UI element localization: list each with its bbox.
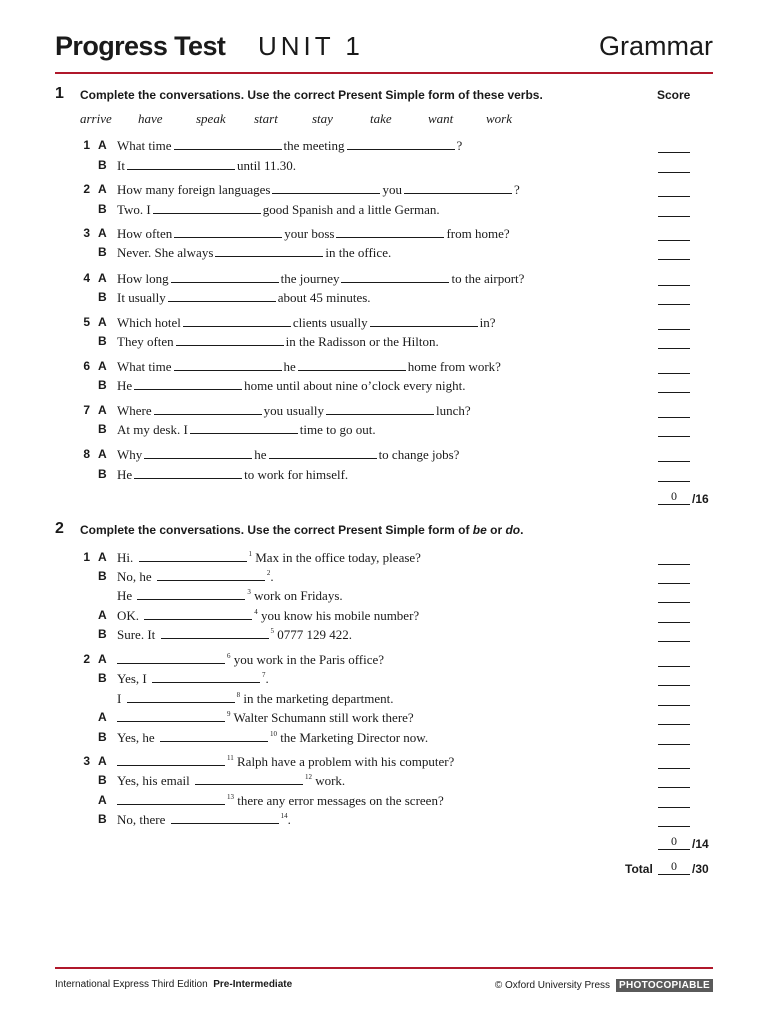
item-number: 3 [83,754,90,768]
line-text: They often in the Radisson or the Hilton. [117,334,439,349]
answer-blank[interactable] [127,691,235,703]
speaker-label: B [98,422,107,436]
speaker-label: A [98,182,107,196]
speaker-label: B [98,627,107,641]
page-header [55,28,713,72]
exercise-2-line [0,710,768,728]
level-text: Pre-Intermediate [213,979,293,990]
score-blank[interactable] [658,285,690,286]
score-blank[interactable] [658,461,690,462]
speaker-label: B [98,378,107,392]
footer-divider [55,967,713,969]
exercise-2-line [0,812,768,830]
speaker-label: B [98,158,107,172]
score-blank[interactable] [658,724,690,725]
speaker-label: A [98,359,107,373]
exercise-1-instruction: Complete the conversations. Use the correct Present Simple form of these verbs. [80,88,543,102]
answer-blank[interactable] [336,226,444,238]
header-divider [55,72,713,74]
exercise-2-score-field[interactable]: 0 [658,835,690,850]
answer-blank[interactable] [404,182,512,194]
item-number: 3 [83,226,90,240]
line-text: He home until about nine o’clock every night. [117,378,466,393]
photocopiable-badge: PHOTOCOPIABLE [616,979,713,992]
publisher-text: © Oxford University Press [494,980,611,991]
answer-blank[interactable] [174,359,282,371]
line-text: I $^8$ in the marketing department. [117,691,394,706]
answer-blank[interactable] [370,315,478,327]
speaker-label: B [98,730,107,744]
score-blank[interactable] [658,417,690,418]
line-text: Two. I good Spanish and a little German. [117,202,440,217]
answer-blank[interactable] [174,138,282,150]
section-title: Grammar [599,31,713,61]
exercise-1-score-field[interactable]: 0 [658,490,690,505]
answer-blank[interactable] [174,226,282,238]
score-blank[interactable] [658,259,690,260]
exercise-2-number: 2 [55,520,64,537]
speaker-label: B [98,569,107,583]
speaker-label: A [98,138,107,152]
score-blank[interactable] [658,564,690,565]
answer-blank[interactable] [272,182,380,194]
line-text: What time the meeting ? [117,138,463,153]
exercise-2-instruction: Complete the conversations. Use the correct Present Simple form of be or do. [80,523,524,537]
answer-blank[interactable] [195,773,303,785]
exercise-1-line [0,245,768,263]
exercise-1-line [0,315,768,333]
score-blank[interactable] [658,481,690,482]
score-blank[interactable] [658,807,690,808]
line-text: OK. $^4$ you know his mobile number? [117,608,420,623]
item-number: 1 [83,550,90,564]
answer-blank[interactable] [168,290,276,302]
page-title: Progress Test [55,31,226,61]
item-number: 4 [83,271,90,285]
score-blank[interactable] [658,685,690,686]
total-score-field[interactable]: 0 [658,860,690,875]
answer-blank[interactable] [134,467,242,479]
score-blank[interactable] [658,641,690,642]
line-text: At my desk. I time to go out. [117,422,376,437]
answer-blank[interactable] [326,403,434,415]
exercise-2-line [0,608,768,626]
total-label: Total [625,862,653,876]
verb-item: take [370,111,392,126]
verb-item: have [138,111,163,126]
score-blank[interactable] [658,705,690,706]
answer-blank[interactable] [144,608,252,620]
exercise-1-line [0,422,768,440]
item-number: 7 [83,403,90,417]
line-text: How often your boss from home? [117,226,510,241]
speaker-label: A [98,403,107,417]
speaker-label: B [98,467,107,481]
score-heading: Score [657,88,691,102]
speaker-label: B [98,671,107,685]
answer-blank[interactable] [176,334,284,346]
score-blank[interactable] [658,744,690,745]
score-blank[interactable] [658,666,690,667]
exercise-1-line [0,378,768,396]
unit-label: UNIT 1 [258,31,364,61]
line-text: He to work for himself. [117,467,349,482]
exercise-2-line [0,652,768,670]
answer-blank[interactable] [153,202,261,214]
speaker-label: A [98,550,107,564]
exercise-1-max-score: /16 [692,492,709,506]
speaker-label: A [98,710,107,724]
line-text: How long the journey to the airport? [117,271,525,286]
line-text: Yes, I $^7$. [117,671,269,686]
exercise-1-line [0,403,768,421]
score-blank[interactable] [658,172,690,173]
answer-blank[interactable] [171,271,279,283]
verb-item: arrive [80,111,112,126]
answer-blank[interactable] [117,754,225,766]
line-text: He $^3$ work on Fridays. [117,588,343,603]
score-blank[interactable] [658,348,690,349]
verb-item: start [254,111,278,126]
exercise-1-line [0,182,768,200]
score-blank[interactable] [658,768,690,769]
speaker-label: B [98,812,107,826]
speaker-label: A [98,315,107,329]
score-blank[interactable] [658,392,690,393]
speaker-label: B [98,202,107,216]
score-blank[interactable] [658,583,690,584]
line-text: Hi. $^1$ Max in the office today, please? [117,550,421,565]
speaker-label: B [98,773,107,787]
score-blank[interactable] [658,436,690,437]
answer-blank[interactable] [134,378,242,390]
total-max-score: /30 [692,862,709,876]
speaker-label: B [98,290,107,304]
exercise-2-line [0,627,768,645]
score-blank[interactable] [658,216,690,217]
line-text: What time he home from work? [117,359,501,374]
line-text: Yes, he $^{10}$ the Marketing Director now. [117,730,429,745]
item-number: 8 [83,447,90,461]
answer-blank[interactable] [215,245,323,257]
answer-blank[interactable] [152,671,260,683]
exercise-2-line [0,773,768,791]
answer-blank[interactable] [117,652,225,664]
line-text: $^{13}$ there any error messages on the screen? [117,793,444,809]
answer-blank[interactable] [160,730,268,742]
footer-copyright [495,979,713,992]
exercise-1-line [0,138,768,156]
speaker-label: A [98,226,107,240]
exercise-1-line [0,467,768,485]
exercise-2-line [0,691,768,709]
line-text: Sure. It $^5$ 0777 129 422. [117,627,353,642]
score-blank[interactable] [658,602,690,603]
speaker-label: A [98,447,107,461]
exercise-2-line [0,671,768,689]
answer-blank[interactable] [347,138,455,150]
speaker-label: A [98,754,107,768]
answer-blank[interactable] [298,359,406,371]
exercise-2-line [0,569,768,587]
answer-blank[interactable] [139,550,247,562]
answer-blank[interactable] [117,710,225,722]
score-blank[interactable] [658,304,690,305]
exercise-1-line [0,290,768,308]
exercise-2-line [0,588,768,606]
line-text: Where you usually lunch? [117,403,471,418]
score-blank[interactable] [658,196,690,197]
speaker-label: A [98,793,107,807]
exercise-1-line [0,226,768,244]
answer-blank[interactable] [269,447,377,459]
line-text: No, he $^2$. [117,569,274,584]
line-text: It usually about 45 minutes. [117,290,371,305]
score-blank[interactable] [658,373,690,374]
score-blank[interactable] [658,787,690,788]
speaker-label: A [98,271,107,285]
answer-blank[interactable] [161,627,269,639]
line-text: No, there $^{14}$. [117,812,291,827]
verb-item: work [486,111,512,126]
item-number: 6 [83,359,90,373]
exercise-1-number: 1 [55,85,64,102]
exercise-2-max-score: /14 [692,837,709,851]
answer-blank[interactable] [137,588,245,600]
line-text: Never. She always in the office. [117,245,392,260]
speaker-label: B [98,245,107,259]
line-text: $^6$ you work in the Paris office? [117,652,384,668]
answer-blank[interactable] [157,569,265,581]
speaker-label: A [98,608,107,622]
score-blank[interactable] [658,240,690,241]
exercise-1-line [0,271,768,289]
score-blank[interactable] [658,622,690,623]
item-number: 2 [83,652,90,666]
line-text: How many foreign languages you ? [117,182,520,197]
answer-blank[interactable] [127,158,235,170]
verb-list [80,111,544,127]
answer-blank[interactable] [154,403,262,415]
line-text: $^{11}$ Ralph have a problem with his computer? [117,754,454,770]
speaker-label: A [98,652,107,666]
speaker-label: B [98,334,107,348]
verb-item: want [428,111,454,126]
line-text: Why he to change jobs? [117,447,460,462]
answer-blank[interactable] [144,447,252,459]
exercise-2-line [0,754,768,772]
item-number: 1 [83,138,90,152]
exercise-2-line [0,730,768,748]
answer-blank[interactable] [171,812,279,824]
answer-blank[interactable] [117,793,225,805]
answer-blank[interactable] [183,315,291,327]
score-blank[interactable] [658,826,690,827]
exercise-1-line [0,334,768,352]
answer-blank[interactable] [341,271,449,283]
line-text: $^9$ Walter Schumann still work there? [117,710,414,726]
score-blank[interactable] [658,329,690,330]
verb-item: speak [196,111,226,126]
answer-blank[interactable] [190,422,298,434]
line-text: Which hotel clients usually in? [117,315,496,330]
item-number: 2 [83,182,90,196]
exercise-2-line [0,550,768,568]
line-text: Yes, his email $^{12}$ work. [117,773,346,788]
footer-edition [55,979,292,990]
line-text: It until 11.30. [117,158,297,173]
item-number: 5 [83,315,90,329]
exercise-1-line [0,158,768,176]
exercise-2-line [0,793,768,811]
score-blank[interactable] [658,152,690,153]
edition-text: International Express Third Edition [55,979,208,990]
exercise-1-line [0,202,768,220]
exercise-1-line [0,447,768,465]
exercise-1-line [0,359,768,377]
verb-item: stay [312,111,333,126]
